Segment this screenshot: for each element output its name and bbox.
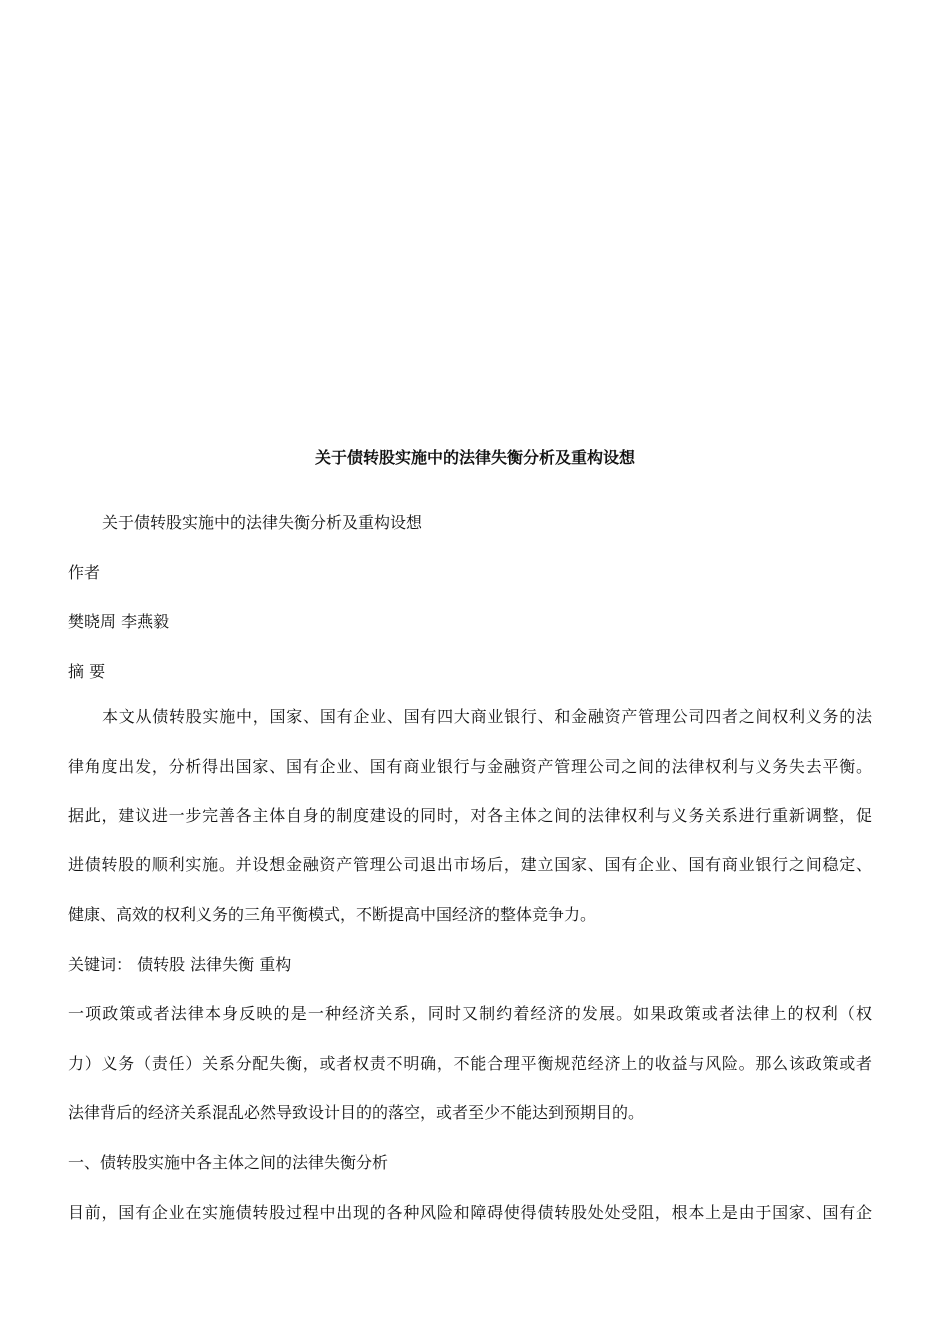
abstract-line: 本文从债转股实施中，国家、国有企业、国有四大商业银行、和金融资产管理公司四者之间权利义务的法 bbox=[102, 707, 872, 726]
document-subtitle: 关于债转股实施中的法律失衡分析及重构设想 bbox=[102, 513, 423, 532]
abstract-line: 据此，建议进一步完善各主体自身的制度建设的同时，对各主体之间的法律权利与义务关系进行重新调整，促 bbox=[68, 806, 872, 825]
body-line: 目前，国有企业在实施债转股过程中出现的各种风险和障碍使得债转股处处受阻，根本上是由于国家、国有企 bbox=[68, 1203, 872, 1222]
author-label: 作者 bbox=[68, 563, 101, 582]
intro-line: 法律背后的经济关系混乱必然导致设计目的的落空，或者至少不能达到预期目的。 bbox=[68, 1103, 645, 1122]
document-title: 关于债转股实施中的法律失衡分析及重构设想 bbox=[314, 448, 635, 467]
author-names: 樊晓周 李燕毅 bbox=[68, 612, 170, 631]
abstract-line: 健康、高效的权利义务的三角平衡模式，不断提高中国经济的整体竞争力。 bbox=[68, 905, 597, 924]
abstract-line: 律角度出发，分析得出国家、国有企业、国有商业银行与金融资产管理公司之间的法律权利与义务失去平衡。 bbox=[68, 757, 872, 776]
intro-line: 一项政策或者法律本身反映的是一种经济关系，同时又制约着经济的发展。如果政策或者法律上的权利（权 bbox=[68, 1004, 872, 1023]
abstract-line: 进债转股的顺利实施。并设想金融资产管理公司退出市场后，建立国家、国有企业、国有商业银行之间稳定、 bbox=[68, 855, 872, 874]
keywords: 关键词： 债转股 法律失衡 重构 bbox=[68, 955, 292, 974]
abstract-label: 摘 要 bbox=[68, 662, 106, 681]
intro-line: 力）义务（责任）关系分配失衡，或者权责不明确，不能合理平衡规范经济上的收益与风险。那么该政策或者 bbox=[68, 1054, 872, 1073]
section-heading: 一、债转股实施中各主体之间的法律失衡分析 bbox=[68, 1153, 389, 1172]
